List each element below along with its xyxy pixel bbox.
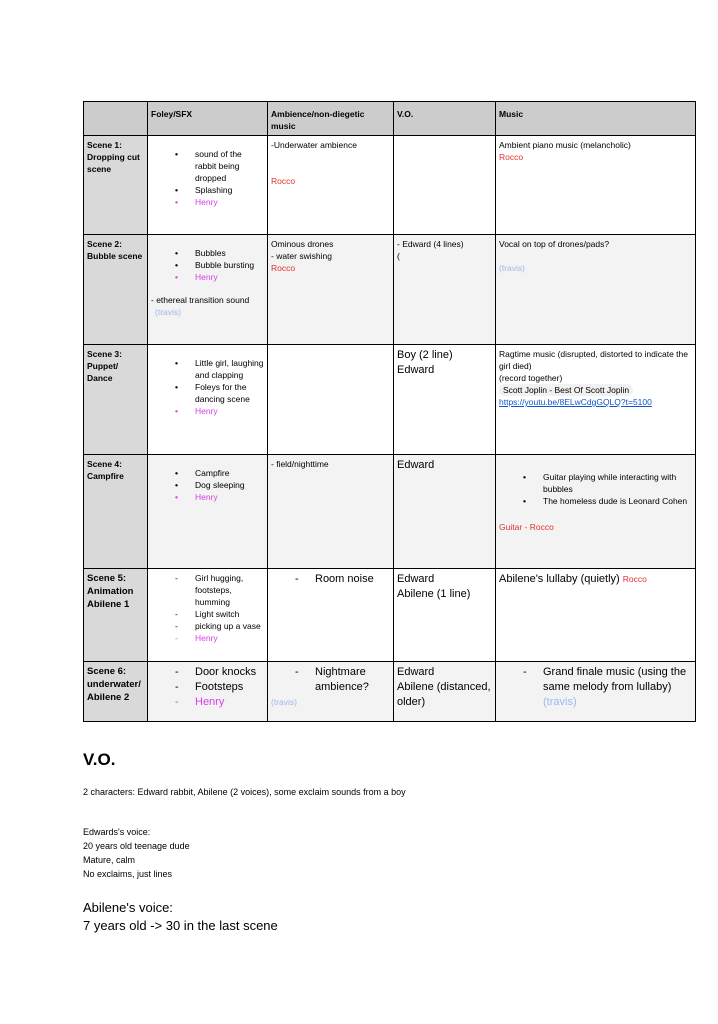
- list-item: • Dog sleeping: [151, 479, 264, 491]
- ambience-cell: [268, 136, 394, 235]
- foley-cell: [148, 345, 268, 455]
- credit-rocco: Rocco: [622, 574, 647, 584]
- vo-text: Abilene (distanced, older): [397, 681, 491, 708]
- list-item: • Henry: [151, 271, 264, 283]
- foley-cell: [148, 455, 268, 569]
- list-item: • Henry: [151, 491, 264, 503]
- credit-rocco: Rocco: [271, 176, 296, 186]
- scene-title: Scene 5: Animation Abilene 1: [84, 569, 148, 662]
- edward-voice-title: Edwards's voice:: [83, 827, 151, 837]
- vo-cell: Edward: [394, 455, 496, 569]
- table-header-row: [84, 102, 696, 136]
- music-cell: [496, 235, 696, 345]
- vo-text: (: [397, 251, 400, 261]
- edward-voice-line: 20 years old teenage dude: [83, 841, 190, 851]
- credit-travis: (travis): [499, 263, 525, 273]
- edward-voice-line: Mature, calm: [83, 855, 136, 865]
- ambience-cell: [268, 569, 394, 662]
- foley-extra: - ethereal transition sound: [151, 295, 250, 305]
- list-item: • Foleys for the dancing scene: [151, 381, 264, 405]
- music-text: (record together): [499, 373, 563, 383]
- vo-text: Edward: [397, 364, 435, 376]
- list-item: • The homeless dude is Leonard Cohen: [499, 495, 692, 507]
- vo-text: - Edward (4 lines): [397, 239, 464, 249]
- abilene-voice-line: 7 years old -> 30 in the last scene: [83, 918, 278, 933]
- table-row: [84, 235, 696, 345]
- vo-text: Edward: [397, 666, 435, 678]
- ambience-cell: [268, 345, 394, 455]
- list-item: • sound of the rabbit being dropped: [151, 148, 264, 184]
- vo-text: Edward: [397, 573, 435, 585]
- music-text: Vocal on top of drones/pads?: [499, 239, 610, 249]
- music-text: Ragtime music (disrupted, distorted to indicate the girl died): [499, 349, 688, 371]
- ambience-text: - Room noise: [271, 572, 390, 587]
- link-chip[interactable]: Scott Joplin - Best Of Scott Joplin: [499, 384, 633, 396]
- music-item: [499, 665, 692, 710]
- list-item: - Footsteps: [151, 680, 264, 695]
- foley-cell: [148, 569, 268, 662]
- header-scene: [84, 102, 148, 136]
- foley-cell: [148, 662, 268, 722]
- vo-heading: V.O.: [83, 750, 116, 769]
- list-item: • Bubbles: [151, 247, 264, 259]
- credit-rocco: Guitar - Rocco: [499, 522, 554, 532]
- header-ambience: Ambience/non-diegetic music: [268, 102, 394, 136]
- list-item: - Henry: [151, 695, 264, 710]
- list-item: - Light switch: [151, 608, 264, 620]
- header-foley: Foley/SFX: [148, 102, 268, 136]
- ambience-cell: [268, 662, 394, 722]
- list-item: - Girl hugging, footsteps, humming: [151, 572, 264, 608]
- list-item: • Henry: [151, 196, 264, 208]
- header-music: Music: [496, 102, 696, 136]
- list-item: - Door knocks: [151, 665, 264, 680]
- table-row: [84, 662, 696, 722]
- scene-title: Scene 4: Campfire: [84, 455, 148, 569]
- vo-cell: [394, 345, 496, 455]
- youtube-link[interactable]: https://youtu.be/8ELwCdgGQLQ?t=5100: [499, 397, 652, 407]
- edward-voice-line: No exclaims, just lines: [83, 869, 173, 879]
- music-cell: [496, 569, 696, 662]
- vo-cell: [394, 136, 496, 235]
- music-text: Abilene's lullaby (quietly): [499, 573, 620, 585]
- table-row: [84, 345, 696, 455]
- vo-text: Boy (2 line): [397, 349, 453, 361]
- vo-text: Abilene (1 line): [397, 588, 471, 600]
- scene-title: Scene 6: underwater/ Abilene 2: [84, 662, 148, 722]
- vo-cell: [394, 235, 496, 345]
- credit-travis: (travis): [543, 696, 577, 708]
- scene-title: Scene 1: Dropping cut scene: [84, 136, 148, 235]
- list-item: - picking up a vase: [151, 620, 264, 632]
- music-cell: [496, 455, 696, 569]
- list-item: • Guitar playing while interacting with bubbles: [499, 471, 692, 495]
- table-row: [84, 136, 696, 235]
- table-row: [84, 455, 696, 569]
- ambience-cell: - field/nighttime: [268, 455, 394, 569]
- header-vo: V.O.: [394, 102, 496, 136]
- credit-rocco: Rocco: [499, 152, 524, 162]
- abilene-voice-title: Abilene's voice:: [83, 900, 173, 915]
- ambience-cell: [268, 235, 394, 345]
- list-item: • Henry: [151, 405, 264, 417]
- foley-cell: [148, 136, 268, 235]
- music-text: Grand finale music (using the same melody from lullaby): [543, 666, 687, 693]
- list-item: • Bubble bursting: [151, 259, 264, 271]
- credit-travis: (travis): [155, 307, 181, 317]
- ambience-text: Ominous drones: [271, 239, 334, 249]
- vo-cell: [394, 569, 496, 662]
- credit-rocco: Rocco: [271, 263, 296, 273]
- scene-title: Scene 3: Puppet/ Dance: [84, 345, 148, 455]
- credit-travis: (travis): [271, 697, 297, 707]
- list-item: • Splashing: [151, 184, 264, 196]
- scene-title: Scene 2: Bubble scene: [84, 235, 148, 345]
- music-text: Ambient piano music (melancholic): [499, 140, 631, 150]
- ambience-text: -Underwater ambience: [271, 140, 357, 150]
- ambience-text: - water swishing: [271, 251, 332, 261]
- list-item: • Campfire: [151, 467, 264, 479]
- vo-cell: [394, 662, 496, 722]
- foley-cell: [148, 235, 268, 345]
- ambience-text: - Nightmare ambience?: [271, 665, 390, 695]
- music-cell: [496, 136, 696, 235]
- music-cell: [496, 345, 696, 455]
- list-item: • Little girl, laughing and clapping: [151, 357, 264, 381]
- vo-summary: 2 characters: Edward rabbit, Abilene (2 voices), some exclaim sounds from a boy: [83, 787, 406, 797]
- list-item: - Henry: [151, 632, 264, 644]
- table-row: [84, 569, 696, 662]
- sound-plan-table: [83, 101, 696, 722]
- music-cell: [496, 662, 696, 722]
